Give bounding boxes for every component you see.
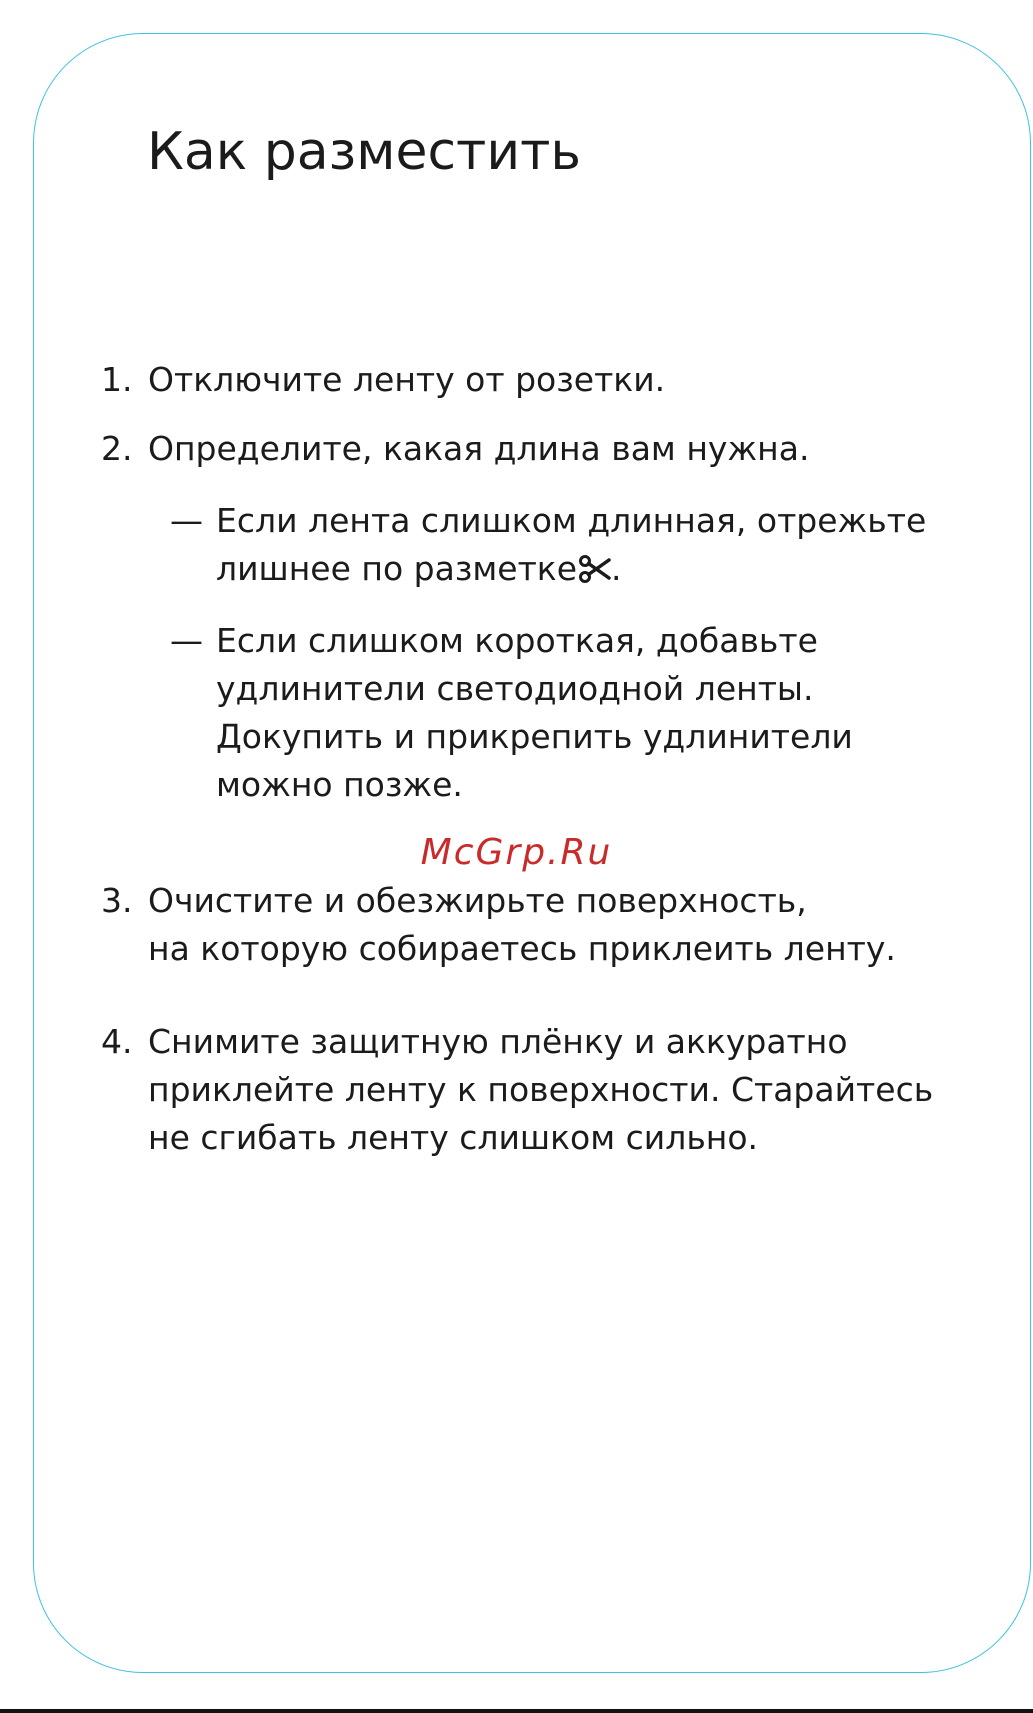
step-2 <box>101 425 809 473</box>
step-text: на которую собираетесь приклеить ленту. <box>148 929 896 968</box>
step-3 <box>101 877 896 973</box>
step-number: 1. <box>101 360 133 399</box>
page-title: Как разместить <box>147 122 582 182</box>
step-text: Снимите защитную плёнку и аккуратно <box>148 1022 848 1061</box>
subitem-text: лишнее по разметке <box>216 549 578 588</box>
subitem-text: Докупить и прикрепить удлинители <box>216 717 853 756</box>
step-text: Определите, какая длина вам нужна. <box>148 429 810 468</box>
subitem-text: Если лента слишком длинная, отрежьте <box>216 501 927 540</box>
subitem-text: можно позже. <box>216 765 463 804</box>
step-text: Очистите и обезжирьте поверхность, <box>148 881 807 920</box>
step-2-subitem-2 <box>170 617 853 809</box>
step-text: не сгибать ленту слишком сильно. <box>148 1118 759 1157</box>
dash-bullet: — <box>170 501 203 540</box>
step-4 <box>101 1018 933 1162</box>
step-2-subitem-1 <box>170 497 926 593</box>
subitem-text-with-icon <box>216 545 926 593</box>
step-number: 4. <box>101 1022 133 1061</box>
step-number: 2. <box>101 429 133 468</box>
step-text: приклейте ленту к поверхности. Старайтесь <box>148 1070 934 1109</box>
step-text: Отключите ленту от розетки. <box>148 360 666 399</box>
bottom-edge-bar <box>0 1709 1033 1713</box>
dash-bullet: — <box>170 621 203 660</box>
step-number: 3. <box>101 881 133 920</box>
subitem-text: удлинители светодиодной ленты. <box>216 669 814 708</box>
subitem-text: Если слишком короткая, добавьте <box>216 621 818 660</box>
watermark: McGrp.Ru <box>420 832 613 873</box>
scissors-icon <box>579 554 611 584</box>
subitem-trailing-punctuation: . <box>611 549 622 588</box>
step-1 <box>101 356 665 404</box>
